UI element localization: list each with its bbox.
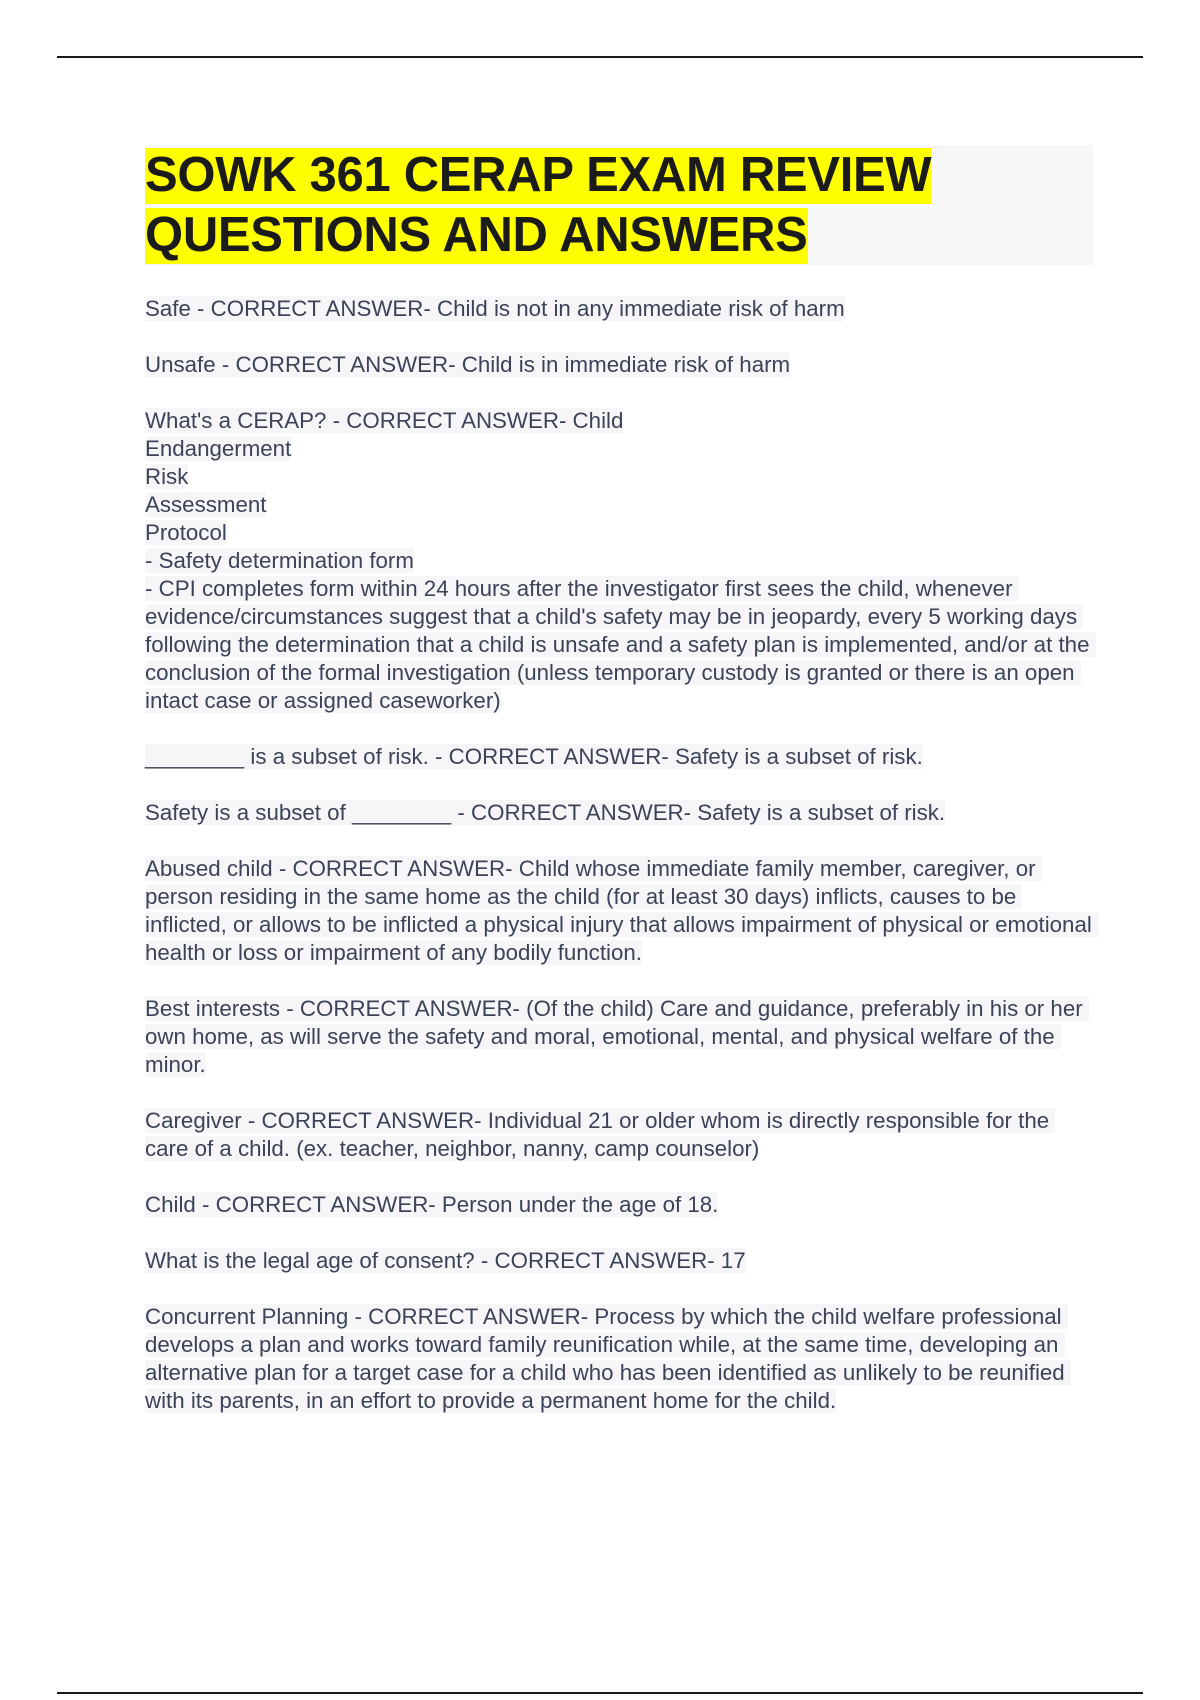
bottom-rule (57, 1692, 1143, 1694)
qa-entry-subset-2 (145, 799, 1093, 827)
title-block (145, 145, 1093, 265)
qa-text: Best interests - CORRECT ANSWER- (Of the child) Care and guidance, preferably in his or her own home, as will serve the safety and moral, emotional, mental, and physical welfare of the minor. (145, 996, 1089, 1077)
qa-entry-subset-1 (145, 743, 1093, 771)
title-line-2: QUESTIONS AND ANSWERS (145, 208, 808, 262)
qa-text: Safety is a subset of ________ - CORRECT ANSWER- Safety is a subset of risk. (145, 800, 946, 825)
top-rule (57, 56, 1143, 58)
qa-text: Abused child - CORRECT ANSWER- Child whose immediate family member, caregiver, or person residing in the same home as the child (for at least 30 days) inflicts, causes to be inflicted, or allows to be inflicted a physical injury that allows impairment of physical or emotional health or loss or impairment of any bodily function. (145, 856, 1099, 965)
title-line-1: SOWK 361 CERAP EXAM REVIEW (145, 148, 932, 202)
qa-text: Child - CORRECT ANSWER- Person under the age of 18. (145, 1192, 719, 1217)
qa-entry-unsafe (145, 351, 1093, 379)
qa-entry-best-interests (145, 995, 1093, 1079)
qa-entry-abused-child (145, 855, 1099, 967)
document-title (145, 145, 1093, 265)
qa-text: Concurrent Planning - CORRECT ANSWER- Process by which the child welfare professional develops a plan and works toward family reunification while, at the same time, developing an alternative plan for a target case for a child who has been identified as unlikely to be reunified with its parents, in an effort to provide a permanent home for the child. (145, 1304, 1071, 1413)
qa-text: What's a CERAP? - CORRECT ANSWER- Child Endangerment Risk Assessment Protocol - Safety determination form - CPI completes form within 24 hours after the investigator first sees the child, whenever evidence/circumstances suggest that a child's safety may be in jeopardy, every 5 working days following the determination that a child is unsafe and a safety plan is implemented, and/or at the conclusion of the formal investigation (unless temporary custody is granted or there is an open intact case or assigned caseworker) (145, 408, 1096, 713)
qa-text: Caregiver - CORRECT ANSWER- Individual 21 or older whom is directly responsible for the care of a child. (ex. teacher, neighbor, nanny, camp counselor) (145, 1108, 1056, 1161)
qa-text: Safe - CORRECT ANSWER- Child is not in any immediate risk of harm (145, 296, 845, 321)
document-body (145, 145, 1099, 1443)
qa-entry-concurrent-planning (145, 1303, 1093, 1415)
qa-entry-child (145, 1191, 1093, 1219)
qa-entry-caregiver (145, 1107, 1093, 1163)
qa-text: ________ is a subset of risk. - CORRECT ANSWER- Safety is a subset of risk. (145, 744, 923, 769)
qa-entry-safe (145, 295, 1093, 323)
qa-entry-cerap (145, 407, 1093, 715)
qa-text: What is the legal age of consent? - CORRECT ANSWER- 17 (145, 1248, 746, 1273)
qa-entry-age-of-consent (145, 1247, 1093, 1275)
qa-text: Unsafe - CORRECT ANSWER- Child is in immediate risk of harm (145, 352, 791, 377)
